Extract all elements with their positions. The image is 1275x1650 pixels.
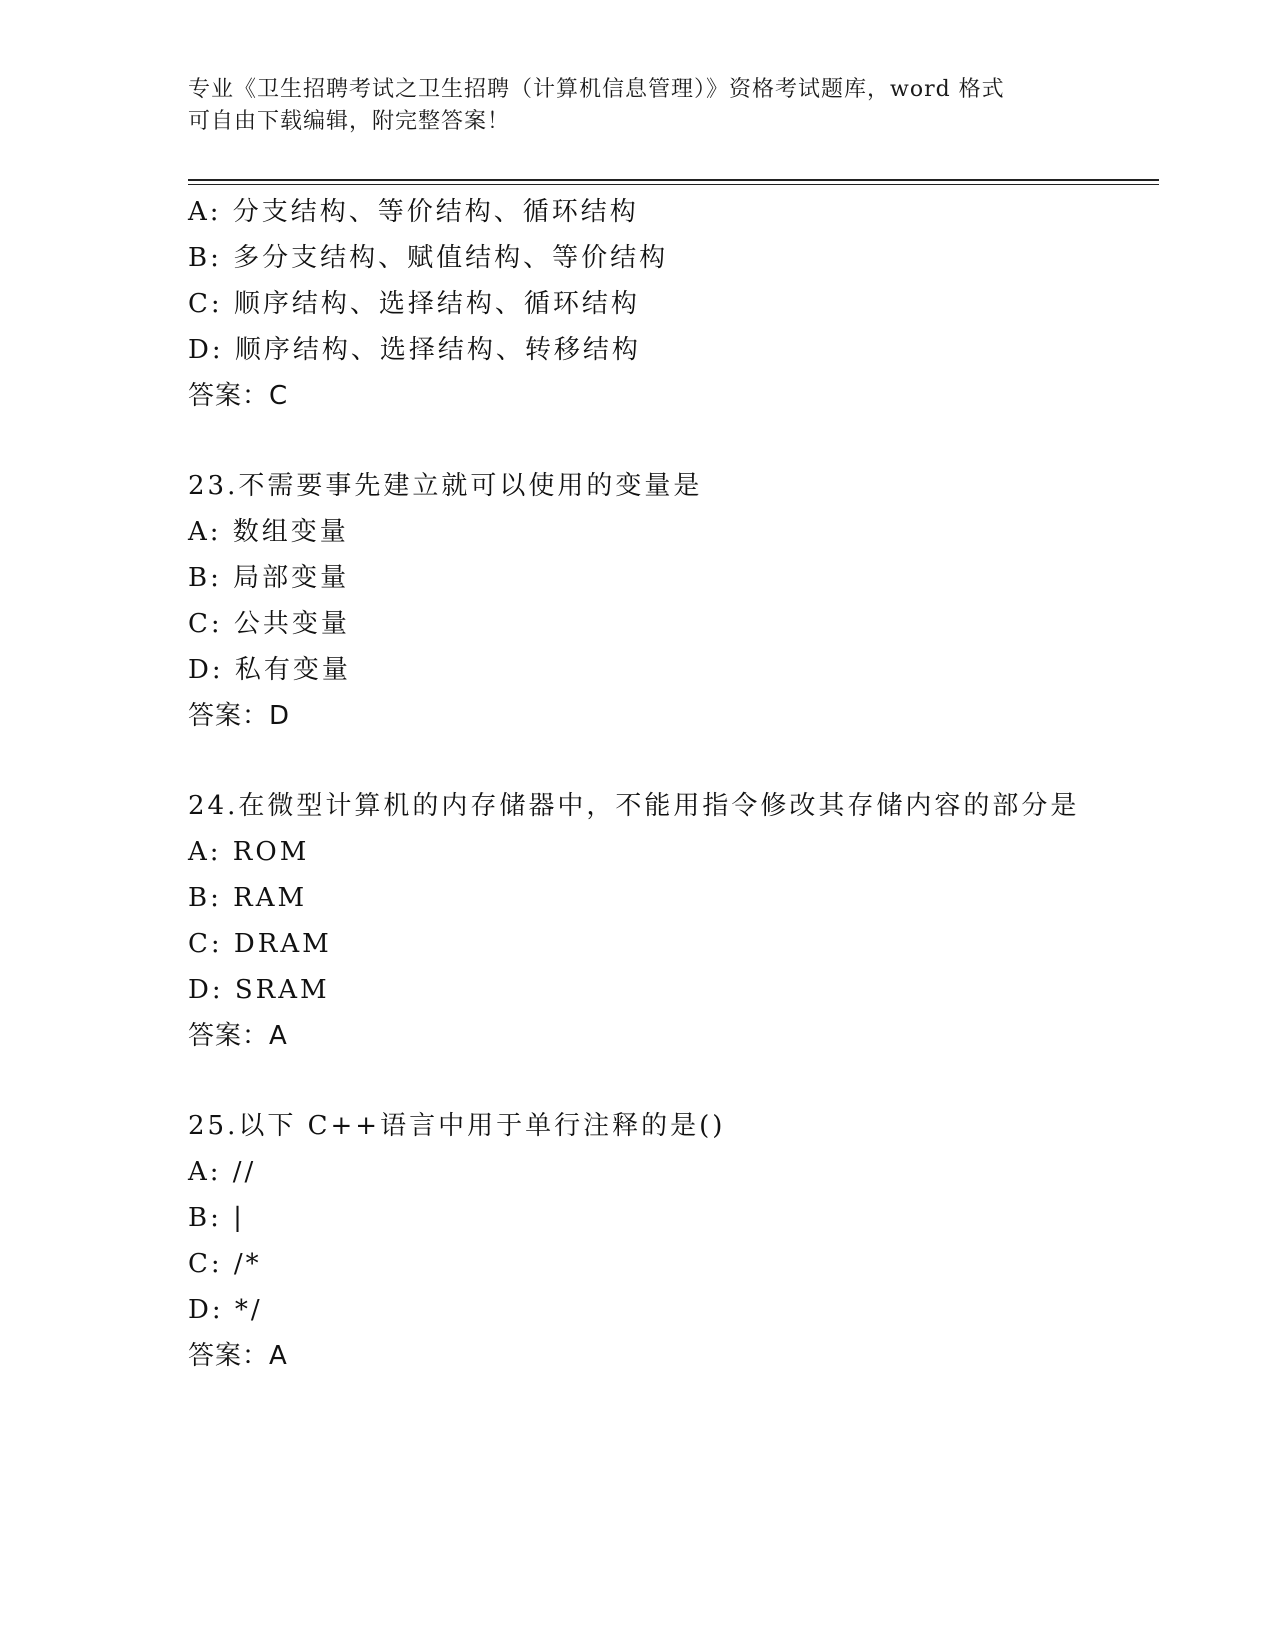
option-d: D: */ — [188, 1295, 263, 1325]
question-22-block — [188, 189, 1148, 419]
option-c: C: /* — [188, 1249, 262, 1279]
option-c: C: 顺序结构、选择结构、循环结构 — [188, 289, 640, 319]
answer-line: 答案：D — [188, 701, 291, 731]
option-b: B: | — [188, 1203, 245, 1233]
option-d: D: 顺序结构、选择结构、转移结构 — [188, 335, 641, 365]
option-c: C: 公共变量 — [188, 609, 350, 639]
answer-line: 答案：A — [188, 1021, 288, 1051]
option-b: B: RAM — [188, 883, 308, 913]
option-b: B: 局部变量 — [188, 563, 350, 593]
option-a: A: // — [188, 1157, 257, 1187]
question-text: 23.不需要事先建立就可以使用的变量是 — [188, 471, 703, 501]
option-b: B: 多分支结构、赋值结构、等价结构 — [188, 243, 669, 273]
question-23-block — [188, 463, 1148, 739]
question-text: 25.以下 C++语言中用于单行注释的是() — [188, 1111, 726, 1141]
header-line-2: 可自由下载编辑，附完整答案！ — [188, 109, 511, 134]
question-25-block — [188, 1103, 1148, 1379]
answer-line: 答案：A — [188, 1341, 288, 1371]
answer-line: 答案：C — [188, 381, 289, 411]
option-a: A: ROM — [188, 837, 310, 867]
header-divider-thin — [188, 184, 1159, 185]
header-line-1: 专业《卫生招聘考试之卫生招聘（计算机信息管理）》资格考试题库，word 格式 — [188, 77, 1005, 102]
document-header — [188, 74, 1068, 138]
option-a: A: 分支结构、等价结构、循环结构 — [188, 197, 639, 227]
option-d: D: SRAM — [188, 975, 330, 1005]
question-list — [188, 189, 1148, 1379]
option-d: D: 私有变量 — [188, 655, 351, 685]
header-divider-thick — [188, 179, 1159, 181]
question-24-block — [188, 783, 1148, 1059]
option-c: C: DRAM — [188, 929, 332, 959]
option-a: A: 数组变量 — [188, 517, 349, 547]
question-text: 24.在微型计算机的内存储器中，不能用指令修改其存储内容的部分是 — [188, 791, 1080, 821]
